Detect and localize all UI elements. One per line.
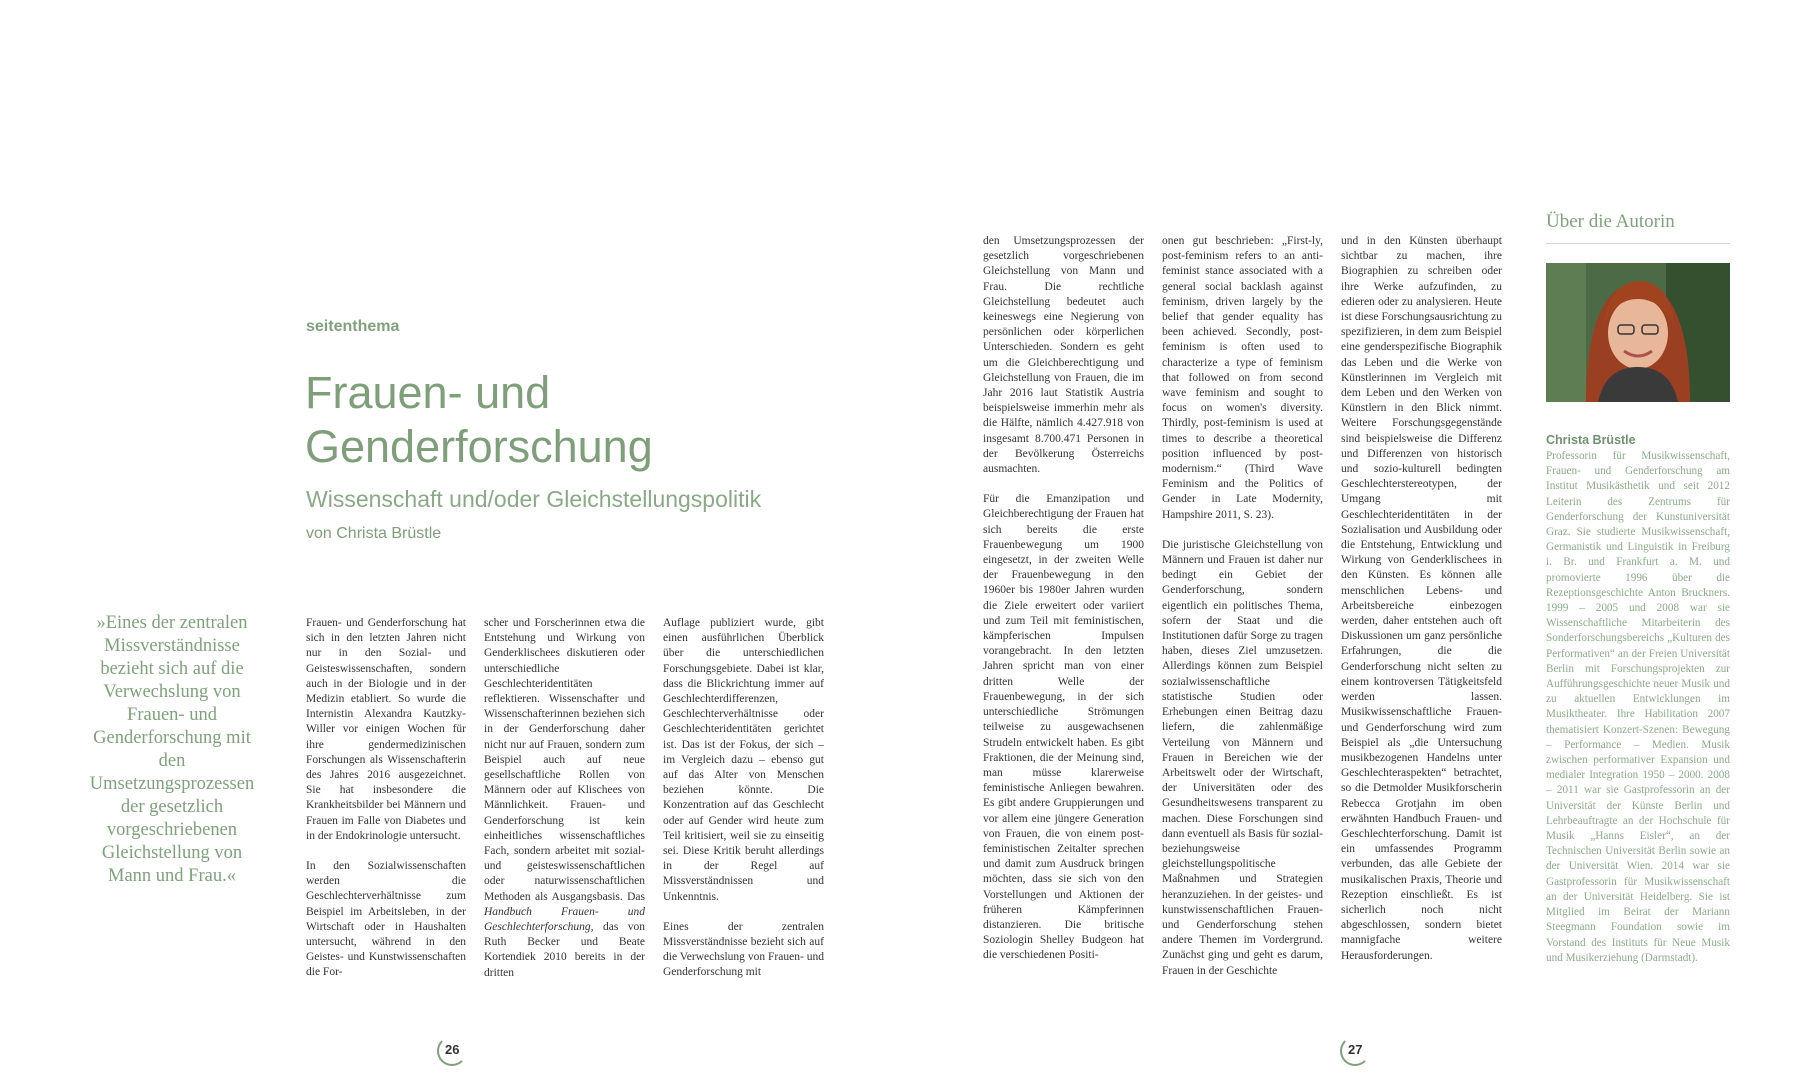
text-column-1 <box>306 616 466 981</box>
section-kicker: seitenthema <box>306 318 400 335</box>
paragraph: In den Sozialwissenschaften werden die Geschlechterverhältnisse zum Beispiel im Arbeitsleben, in der Wirtschaft oder in Haushalten untersucht, während in den Geistes- und Kunstwissenschaften die For- <box>306 860 466 979</box>
sidebar-divider <box>1546 243 1730 244</box>
text-column-4 <box>983 234 1144 964</box>
title-line-1: Frauen- und <box>305 367 551 418</box>
text-column-2 <box>484 616 645 981</box>
paragraph: Eines der zentralen Missverständnisse bezieht sich auf die Verwechslung von Frauen- und Genderforschung mit <box>663 920 824 979</box>
paragraph: Die juristische Gleichstellung von Männern und Frauen ist daher nur bedingt ein Gebiet der Genderforschung, sondern eigentlich ein politisches Thema, sofern der Staat und die Institutionen dafür Sorge zu tragen haben, dieses Ziel umzusetzen. Allerdings können zum Beispiel sozialwissenschaftliche statistische Studien oder Erhebungen einen Beitrag dazu liefern, die zahlenmäßige Verteilung von Männern und Frauen in Bereichen wie der Arbeitswelt oder der Wirtschaft, der Universitäten oder des Gesundheitswesens transparent zu machen. Diese Forschungen sind dann eventuell als Basis für sozial- beziehungsweise gleichstellungspolitische Maßnahmen und Strategien heranzuziehen. In der geistes- und kunstwissenschaftlichen Frauen- und Genderforschung stehen andere Themen im Vordergrund. Zunächst ging und geht es darum, Frauen in der Geschichte <box>1162 538 1323 977</box>
author-name: Christa Brüstle <box>1546 433 1636 447</box>
author-bio: Professorin für Musikwissenschaft, Frauen- und Genderforschung am Institut Musikästhetik und seit 2012 Leiterin des Zentrums für Genderforschung der Kunstuniversität Graz. Sie studierte Musikwissenschaft, Germanistik und Linguistik in Freiburg i. Br. und Frankfurt a. M. und promovierte 1996 über die Rezeptionsgeschichte Anton Bruckners. 1999 – 2005 und 2008 war sie Wissenschaftliche Mitarbeiterin des Sonderforschungsbereichs „Kulturen des Performativen“ an der Freien Universität Berlin mit Forschungsprojekten zur Aufführungsgeschichte neuer Musik und zu aktuellen Entwicklungen im Musiktheater. Ihre Habilitation 2007 thematisiert Konzert-Szenen: Bewegung – Performance – Medien. Musik zwischen performativer Expansion und medialer Integration 1950 – 2000. 2008 – 2011 war sie Gastprofessorin an der Universität der Künste Berlin und Lehrbeauftragte an der Hochschule für Musik „Hanns Eisler“, an der Technischen Universität Berlin sowie an der Universität Wien. 2014 war sie Gastprofessorin für Musikwissenschaft an der Universität Heidelberg. Sie ist Mitglied im Beirat der Mariann Steegmann Foundation sowie im Vorstand des Instituts für Neue Musik und Musikerziehung (Darmstadt). <box>1546 450 1730 964</box>
page-number-text: 26 <box>445 1042 460 1057</box>
pull-quote: »Eines der zentralen Missverständnisse bezieht sich auf die Verwechslung von Frauen- und Genderforschung mit den Umsetzungsprozessen der gesetzlich vorgeschriebenen Gleichstellung von Mann und Frau.« <box>89 613 255 886</box>
text-column-6 <box>1341 234 1502 964</box>
paragraph-text: scher und Forscherinnen etwa die Entstehung und Wirkung von Genderklischees diskutieren oder unterschiedliche Geschlechteridentitäten reflektieren. Wissenschafter und Wissenschafterinnen beziehen sich in der Genderforschung daher nicht nur auf Frauen, sondern zum Beispiel auch auf neue gesellschaftliche Rollen von Männern oder auf Klischees von Männlichkeit. Frauen- und Genderforschung ist kein einheitliches wissenschaftliches Fach, sondern arbeitet mit sozial- und geisteswissenschaftlichen oder naturwissenschaftlichen Methoden als Ausgangsbasis. Das <box>484 617 645 903</box>
author-portrait-photo <box>1546 263 1730 402</box>
paragraph: und in den Künsten überhaupt sichtbar zu machen, ihre Biographien zu schreiben oder ihre Werke aufzufinden, zu edieren oder zu analysieren. Heute ist diese Forschungsausrichtung zu spezifizieren, in dem zum Beispiel eine genderspezifische Biographik das Leben und die Werke von Künstlerinnen im Vergleich mit dem Leben und den Werken von Künstlern in den Blick nimmt. Weitere Forschungsgegenstände sind beispielsweise die Differenz und Differenzen von historisch und sozio-kulturell bedingten Geschlechterstereotypen, der Umgang mit Geschlechteridentitäten in der Sozialisation und Ausbildung oder die Entstehung, Entwicklung und Wirkung von Genderklischees in den Künsten. Es können alle menschlichen Lebens- und Arbeitsbereiche einbezogen werden, daher entstehen auch oft Diskussionen um ganz persönliche Erfahrungen, die die Genderforschung nicht selten zu einem kontroversen Tätigkeitsfeld werden lassen. Musikwissenschaftliche Frauen- und Genderforschung wird zum Beispiel als „die Untersuchung musikbezogenen Handelns unter Geschlechteraspekten“ betrachtet, so die Detmolder Musikforscherin Rebecca Grotjahn im oben erwähnten Handbuch Frauen- und Geschlechterforschung. Damit ist ein umfassendes Programm verbunden, das alle Gebiete der musikalischen Praxis, Theorie und Rezeption einschließt. Es ist sicherlich noch nicht abgeschlossen, sondern bietet mannigfache weitere Herausforderungen. <box>1341 235 1502 962</box>
text-column-5 <box>1162 234 1323 979</box>
page-number-text: 27 <box>1348 1042 1363 1057</box>
article-title <box>305 366 865 474</box>
page-number-left <box>445 1042 459 1057</box>
page-number-right <box>1348 1042 1362 1057</box>
title-line-2: Genderforschung <box>305 421 653 472</box>
book-title: Handbuch Frauen- und Geschlechterforschung, <box>484 905 645 934</box>
paragraph: Frauen- und Genderforschung hat sich in den letzten Jahren nicht nur in den Sozial- und Geisteswissenschaften, sondern auch in der Biologie und in der Medizin etabliert. So wurde die Internistin Alexandra Kautzky-Willer vor einigen Wochen für ihre gendermedizinischen Forschungen als Wissenschafterin des Jahres 2016 ausgezeichnet. Sie hat insbesondere die Krankheitsbilder bei Männern und Frauen im Falle von Diabetes und in der Endokrinologie untersucht. <box>306 617 466 842</box>
paragraph: Auflage publiziert wurde, gibt einen ausführlichen Überblick über die unterschiedlichen Forschungsgebiete. Dabei ist klar, dass die Blickrichtung immer auf Geschlechterdifferenzen, Geschlechterverhältnisse oder Geschlechteridentitäten gerichtet ist. Das ist der Fokus, der sich – im Vergleich dazu – ebenso gut auf das Alter von Menschen beziehen könnte. Die Konzentration auf das Geschlecht oder auf Gender wird heute zum Teil kritisiert, weil sie zu einseitig sei. Diese Kritik beruht allerdings in der Regel auf Missverständnissen und Unkenntnis. <box>663 617 824 903</box>
paragraph: den Umsetzungsprozessen der gesetzlich vorgeschriebenen Gleichstellung von Mann und Frau. Die rechtliche Gleichstellung bedeutet auch keineswegs eine Negierung von persönlichen oder körperlichen Unterschieden. Sondern es geht um die Gleichberechtigung und Gleichstellung von Frauen, die im Jahr 2016 laut Statistik Austria beispielsweise immerhin mehr als die Hälfte, nämlich 4.427.918 von insgesamt 8.700.471 Personen in der Bevölkerung Österreichs ausmachten. <box>983 235 1144 476</box>
author-portrait-icon <box>1546 263 1730 402</box>
page-number-arc-icon <box>1340 1036 1370 1066</box>
paragraph <box>484 616 645 981</box>
paragraph: onen gut beschrieben: „First-ly, post-feminism refers to an anti-feminist stance associated with a general social backlash against feminism, driven largely by the belief that gender equality has been achieved. Secondly, post-feminism is often used to characterize a type of feminism that followed on from second wave feminism and sought to focus on women's diversity. Thirdly, post-feminism is used at times to describe a theoretical position influenced by post-modernism.“ (Third Wave Feminism and the Politics of Gender in Late Modernity, Hampshire 2011, S. 23). <box>1162 235 1323 521</box>
sidebar-heading: Über die Autorin <box>1546 211 1675 232</box>
paragraph: Für die Emanzipation und Gleichberechtigung der Frauen hat sich bereits die erste Frauenbewegung um 1900 eingesetzt, in der zweiten Welle der Frauenbewegung in den 1960er bis 1980er Jahren wurden die Ziele erweitert oder variiert und zum Teil mit feministischen, kämpferischen Impulsen vorangebracht. In den letzten Jahren spricht man von einer dritten Welle der Frauenbewegung, in der sich unterschiedliche Strömungen teilweise zu ausgewachsenen Strudeln entwickelt haben. Es gibt Fraktionen, die der Meinung sind, man müsse klarerweise feministische Anliegen bewahren. Es gibt andere Gruppierungen und vor allem eine jüngere Generation von Frauen, die von einem post-feministischen Zeitalter sprechen und damit zum Ausdruck bringen möchten, dass sie sich von den Vorstellungen und Aktionen der früheren Kämpferinnen distanzieren. Die britische Soziologin Shelley Budgeon hat die verschiedenen Positi- <box>983 493 1144 962</box>
article-byline: von Christa Brüstle <box>306 525 442 542</box>
page-number-arc-icon <box>437 1036 467 1066</box>
paragraph-text: das von Ruth Becker und Beate Kortendiek 2010 bereits in der dritten <box>484 921 645 979</box>
article-subtitle: Wissenschaft und/oder Gleichstellungspolitik <box>306 486 762 512</box>
text-column-3 <box>663 616 824 981</box>
